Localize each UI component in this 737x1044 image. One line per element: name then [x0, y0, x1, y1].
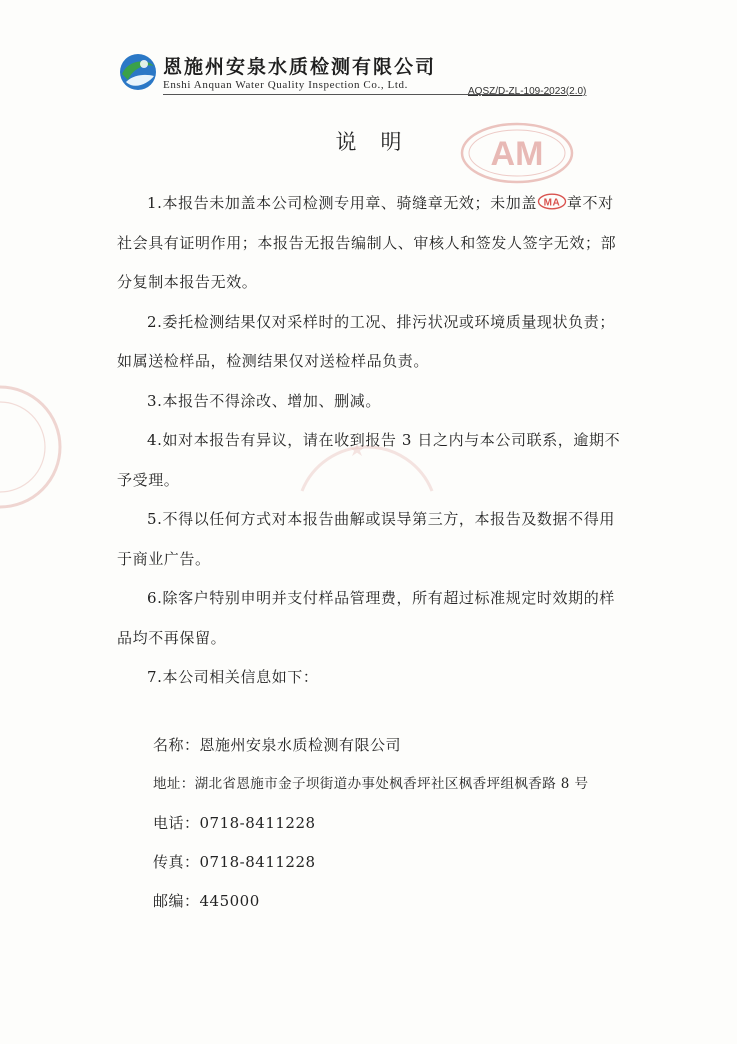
notice-item-2: 2.委托检测结果仅对采样时的工况、排污状况或环境质量现状负责；如属送检样品，检测结果仅对送检样品负责。	[117, 312, 615, 370]
notice-item-1	[117, 184, 629, 303]
notice-list	[117, 184, 629, 698]
cma-mark-text: MA	[543, 197, 561, 209]
notice-item-1-text-b: 章不对社会具有证明作用；本报告无报告编制人、审核人和签发人签字无效；部分复制本报告无效。	[117, 194, 617, 291]
notice-item-7: 7.本公司相关信息如下：	[147, 668, 319, 686]
contact-phone: 电话：0718-8411228	[153, 814, 316, 832]
document-code: AQSZ/D-ZL-109-2023(2.0)	[468, 86, 587, 97]
company-logo	[118, 52, 158, 92]
contact-postcode: 邮编：445000	[153, 892, 260, 910]
seam-seal-icon	[0, 382, 62, 512]
company-name-en: Enshi Anquan Water Quality Inspection Co., Ltd.	[163, 79, 408, 91]
notice-item-3: 3.本报告不得涂改、增加、删减。	[147, 391, 381, 410]
company-name-cn: 恩施州安泉水质检测有限公司	[163, 56, 437, 78]
contact-fax: 传真：0718-8411228	[153, 853, 316, 871]
cma-mark-icon	[537, 193, 567, 210]
contact-name: 名称：恩施州安泉水质检测有限公司	[153, 736, 402, 754]
notice-item-5: 5.不得以任何方式对本报告曲解或误导第三方，本报告及数据不得用于商业广告。	[117, 510, 615, 568]
notice-item-4: 4.如对本报告有异议，请在收到报告 3 日之内与本公司联系，逾期不予受理。	[117, 431, 621, 489]
page-title: 说明	[335, 130, 426, 154]
contact-address: 地址：湖北省恩施市金子坝街道办事处枫香坪社区枫香坪组枫香路 8 号	[153, 776, 589, 792]
notice-item-1-text-a: 1.本报告未加盖本公司检测专用章、骑缝章无效；未加盖	[147, 194, 537, 212]
contact-info	[153, 726, 623, 921]
am-stamp-text: AM	[490, 135, 544, 173]
notice-item-6: 6.除客户特别申明并支付样品管理费，所有超过标准规定时效期的样品均不再保留。	[117, 589, 615, 647]
